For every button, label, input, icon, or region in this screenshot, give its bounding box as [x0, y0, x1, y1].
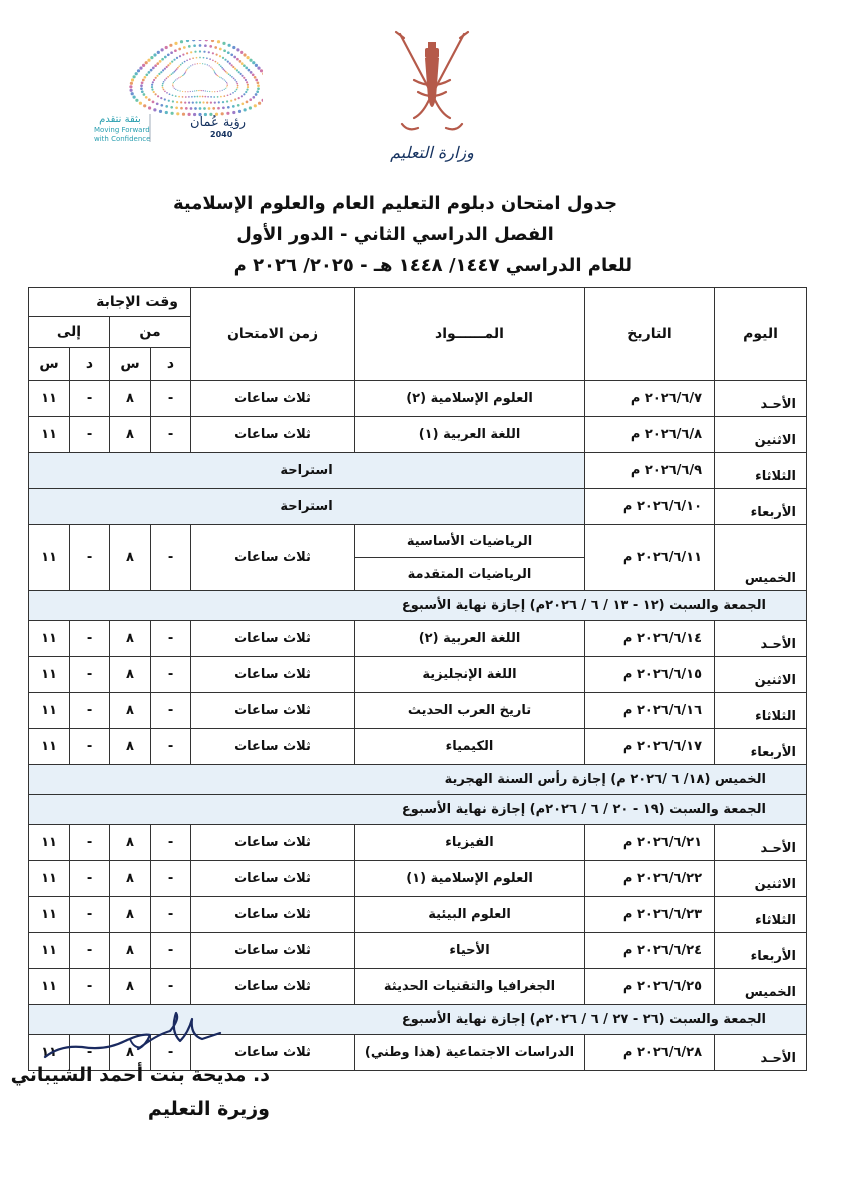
from-minute-cell: -	[151, 657, 191, 693]
to-hour-cell: ١١	[29, 417, 70, 453]
day-cell: الأحـد	[715, 381, 807, 417]
date-cell: ٢٠٢٦/٦/١٦ م	[585, 693, 715, 729]
to-hour-cell: ١١	[29, 1035, 70, 1071]
day-cell: الأربعاء	[715, 933, 807, 969]
signatory-name: د. مديحة بنت أحمد الشيباني	[10, 1064, 270, 1086]
day-cell: الأربعاء	[715, 729, 807, 765]
from-minute-cell: -	[151, 825, 191, 861]
day-cell: الثلاثاء	[715, 453, 807, 489]
from-hour-cell: ٨	[110, 897, 151, 933]
to-minute-cell: -	[70, 621, 110, 657]
duration-cell: ثلاث ساعات	[191, 693, 355, 729]
subject-cell: العلوم الإسلامية (١)	[355, 861, 585, 897]
subject-cell: تاريخ العرب الحديث	[355, 693, 585, 729]
date-cell: ٢٠٢٦/٦/٩ م	[585, 453, 715, 489]
vision-slogan-en-2: with Confidence	[94, 135, 151, 143]
to-minute-cell: -	[70, 693, 110, 729]
day-cell: الاثنين	[715, 861, 807, 897]
academic-year-title: للعام الدراسي ١٤٤٧/ ١٤٤٨ هـ - ٢٠٢٥/ ٢٠٢٦ م	[233, 255, 632, 276]
exam-row	[29, 861, 807, 897]
date-cell: ٢٠٢٦/٦/٢٢ م	[585, 861, 715, 897]
duration-cell: ثلاث ساعات	[191, 621, 355, 657]
duration-cell: ثلاث ساعات	[191, 729, 355, 765]
subject-cell: اللغة الإنجليزية	[355, 657, 585, 693]
holiday-text: الجمعة والسبت (١٢ - ١٣ / ٦ / ٢٠٢٦م) إجازة نهاية الأسبوع	[29, 591, 807, 621]
oman-vision-2040-logo	[88, 40, 263, 150]
from-hour-cell: ٨	[110, 861, 151, 897]
col-header-to-hour: س	[29, 348, 70, 381]
from-hour-cell: ٨	[110, 729, 151, 765]
holiday-row	[29, 795, 807, 825]
document-headings	[150, 188, 640, 281]
holiday-text: الجمعة والسبت (١٩ - ٢٠ / ٦ / ٢٠٢٦م) إجازة نهاية الأسبوع	[29, 795, 807, 825]
exam-row	[29, 825, 807, 861]
day-cell: الثلاثاء	[715, 693, 807, 729]
subject-cell: الدراسات الاجتماعية (هذا وطني)	[355, 1035, 585, 1071]
duration-cell: ثلاث ساعات	[191, 897, 355, 933]
to-minute-cell: -	[70, 1035, 110, 1071]
to-hour-cell: ١١	[29, 861, 70, 897]
date-cell: ٢٠٢٦/٦/١٥ م	[585, 657, 715, 693]
to-minute-cell: -	[70, 657, 110, 693]
duration-cell: ثلاث ساعات	[191, 861, 355, 897]
vision-slogan-ar: بثقة نتقدم	[99, 114, 141, 125]
to-hour-cell: ١١	[29, 969, 70, 1005]
from-hour-cell: ٨	[110, 525, 151, 591]
to-minute-cell: -	[70, 729, 110, 765]
duration-cell: ثلاث ساعات	[191, 417, 355, 453]
subject-cell: العلوم البيئية	[355, 897, 585, 933]
exam-schedule-body	[29, 381, 807, 1071]
subject-cell: الرياضيات الأساسية	[355, 525, 585, 558]
subject-cell: اللغة العربية (٢)	[355, 621, 585, 657]
from-hour-cell: ٨	[110, 1035, 151, 1071]
to-hour-cell: ١١	[29, 657, 70, 693]
exam-row	[29, 897, 807, 933]
date-cell: ٢٠٢٦/٦/٢١ م	[585, 825, 715, 861]
duration-cell: ثلاث ساعات	[191, 525, 355, 591]
day-cell: الخميس	[715, 525, 807, 591]
from-minute-cell: -	[151, 729, 191, 765]
subject-cell: الأحياء	[355, 933, 585, 969]
col-header-day: اليوم	[715, 288, 807, 381]
exam-row	[29, 657, 807, 693]
subject-cell: اللغة العربية (١)	[355, 417, 585, 453]
subject-cell: الفيزياء	[355, 825, 585, 861]
duration-cell: ثلاث ساعات	[191, 657, 355, 693]
from-minute-cell: -	[151, 969, 191, 1005]
day-cell: الأحـد	[715, 1035, 807, 1071]
to-minute-cell: -	[70, 861, 110, 897]
col-header-to-minute: د	[70, 348, 110, 381]
exam-row	[29, 621, 807, 657]
from-minute-cell: -	[151, 417, 191, 453]
exam-row	[29, 729, 807, 765]
date-cell: ٢٠٢٦/٦/١٧ م	[585, 729, 715, 765]
from-hour-cell: ٨	[110, 417, 151, 453]
exam-title: جدول امتحان دبلوم التعليم العام والعلوم الإسلامية	[172, 193, 618, 214]
subject-cell: الجغرافيا والتقنيات الحديثة	[355, 969, 585, 1005]
from-hour-cell: ٨	[110, 657, 151, 693]
col-header-duration: زمن الامتحان	[191, 288, 355, 381]
exam-row	[29, 693, 807, 729]
day-cell: الأربعاء	[715, 489, 807, 525]
col-header-answer-time: وقت الإجابة	[29, 288, 191, 317]
holiday-row	[29, 591, 807, 621]
day-cell: الاثنين	[715, 417, 807, 453]
col-header-date: التاريخ	[585, 288, 715, 381]
date-cell: ٢٠٢٦/٦/٢٤ م	[585, 933, 715, 969]
from-hour-cell: ٨	[110, 621, 151, 657]
exam-row	[29, 417, 807, 453]
from-hour-cell: ٨	[110, 693, 151, 729]
ministry-emblem	[378, 28, 486, 168]
day-cell: الثلاثاء	[715, 897, 807, 933]
vision-arabic-text: رؤية عُمان	[189, 115, 247, 130]
date-cell: ٢٠٢٦/٦/١٤ م	[585, 621, 715, 657]
exam-row	[29, 525, 807, 558]
duration-cell: ثلاث ساعات	[191, 1035, 355, 1071]
from-minute-cell: -	[151, 1035, 191, 1071]
to-minute-cell: -	[70, 897, 110, 933]
date-cell: ٢٠٢٦/٦/٢٣ م	[585, 897, 715, 933]
duration-cell: ثلاث ساعات	[191, 825, 355, 861]
holiday-row	[29, 765, 807, 795]
day-cell: الأحـد	[715, 621, 807, 657]
to-minute-cell: -	[70, 525, 110, 591]
date-cell: ٢٠٢٦/٦/٢٥ م	[585, 969, 715, 1005]
signatory-title: وزيرة التعليم	[147, 1098, 270, 1120]
signature-block	[10, 1058, 270, 1126]
date-cell: ٢٠٢٦/٦/٢٨ م	[585, 1035, 715, 1071]
rest-day-row	[29, 453, 807, 489]
to-minute-cell: -	[70, 417, 110, 453]
subject-cell: العلوم الإسلامية (٢)	[355, 381, 585, 417]
to-hour-cell: ١١	[29, 897, 70, 933]
col-header-to: إلى	[29, 317, 110, 348]
from-minute-cell: -	[151, 621, 191, 657]
exam-schedule-table	[28, 287, 807, 1071]
date-cell: ٢٠٢٦/٦/١١ م	[585, 525, 715, 591]
ministry-logo-text: وزارة التعليم	[390, 143, 474, 162]
vision-year: 2040	[210, 130, 233, 139]
date-cell: ٢٠٢٦/٦/٨ م	[585, 417, 715, 453]
to-hour-cell: ١١	[29, 729, 70, 765]
exam-schedule-table-wrapper	[28, 287, 806, 1071]
to-hour-cell: ١١	[29, 933, 70, 969]
exam-row	[29, 933, 807, 969]
from-minute-cell: -	[151, 381, 191, 417]
to-hour-cell: ١١	[29, 525, 70, 591]
holiday-text: الجمعة والسبت (٢٦ - ٢٧ / ٦ / ٢٠٢٦م) إجازة نهاية الأسبوع	[29, 1005, 807, 1035]
rest-cell: استراحة	[29, 489, 585, 525]
vision-slogan-en-1: Moving Forward	[94, 126, 150, 134]
from-minute-cell: -	[151, 861, 191, 897]
to-hour-cell: ١١	[29, 621, 70, 657]
date-cell: ٢٠٢٦/٦/٧ م	[585, 381, 715, 417]
date-cell: ٢٠٢٦/٦/١٠ م	[585, 489, 715, 525]
from-hour-cell: ٨	[110, 381, 151, 417]
from-minute-cell: -	[151, 933, 191, 969]
from-hour-cell: ٨	[110, 933, 151, 969]
exam-row	[29, 381, 807, 417]
to-minute-cell: -	[70, 381, 110, 417]
from-hour-cell: ٨	[110, 969, 151, 1005]
subject-cell: الكيمياء	[355, 729, 585, 765]
semester-title: الفصل الدراسي الثاني - الدور الأول	[236, 224, 554, 245]
to-hour-cell: ١١	[29, 381, 70, 417]
to-minute-cell: -	[70, 825, 110, 861]
col-header-subjects: المــــــواد	[355, 288, 585, 381]
from-minute-cell: -	[151, 525, 191, 591]
duration-cell: ثلاث ساعات	[191, 933, 355, 969]
from-minute-cell: -	[151, 693, 191, 729]
holiday-text: الخميس (١٨/ ٦ /٢٠٢٦ م) إجازة رأس السنة الهجرية	[29, 765, 807, 795]
to-minute-cell: -	[70, 969, 110, 1005]
to-hour-cell: ١١	[29, 825, 70, 861]
day-cell: الاثنين	[715, 657, 807, 693]
col-header-from: من	[110, 317, 191, 348]
to-hour-cell: ١١	[29, 693, 70, 729]
rest-cell: استراحة	[29, 453, 585, 489]
col-header-from-minute: د	[151, 348, 191, 381]
subject-cell: الرياضيات المتقدمة	[355, 558, 585, 591]
from-minute-cell: -	[151, 897, 191, 933]
col-header-from-hour: س	[110, 348, 151, 381]
from-hour-cell: ٨	[110, 825, 151, 861]
day-cell: الأحـد	[715, 825, 807, 861]
day-cell: الخميس	[715, 969, 807, 1005]
rest-day-row	[29, 489, 807, 525]
duration-cell: ثلاث ساعات	[191, 969, 355, 1005]
exam-row	[29, 969, 807, 1005]
to-minute-cell: -	[70, 933, 110, 969]
duration-cell: ثلاث ساعات	[191, 381, 355, 417]
